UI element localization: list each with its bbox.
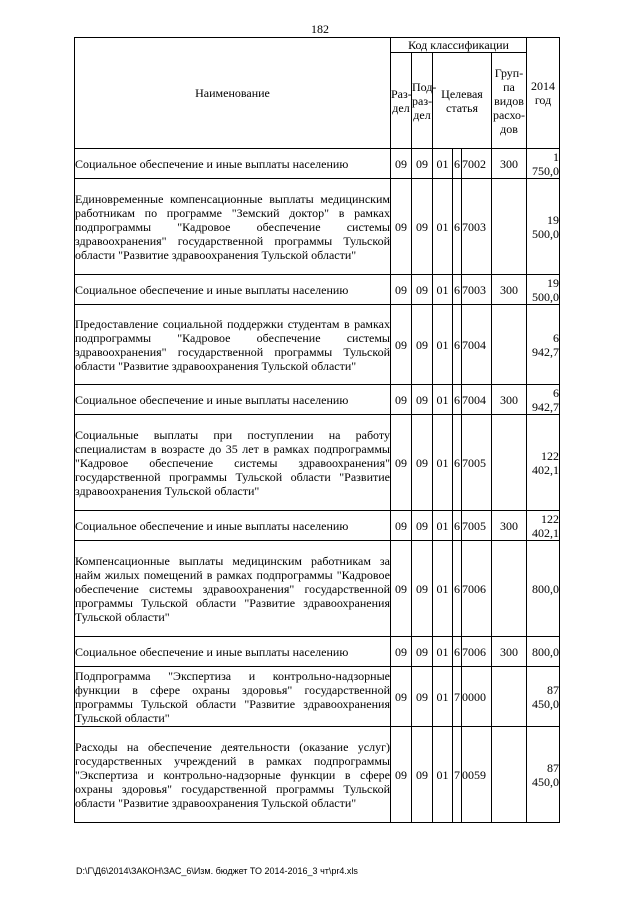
row-target-direction: 7004 <box>462 305 492 385</box>
row-target-program: 01 <box>433 727 453 823</box>
table-row <box>75 637 560 667</box>
row-target-direction: 7003 <box>462 275 492 305</box>
row-target-subprogram: 6 <box>453 385 462 415</box>
row-razdel: 09 <box>391 727 412 823</box>
table-row <box>75 275 560 305</box>
header-celevaya: Целевая статья <box>433 53 492 149</box>
row-razdel: 09 <box>391 305 412 385</box>
footer-file-path: D:\Г\Д6\2014\ЗАКОН\ЗАС_6\Изм. бюджет ТО 2014-2016_3 чт\рr4.xls <box>76 866 358 876</box>
row-razdel: 09 <box>391 149 412 179</box>
row-podrazdel: 09 <box>412 149 433 179</box>
row-target-subprogram: 7 <box>453 667 462 727</box>
row-name: Социальное обеспечение и иные выплаты населению <box>75 511 391 541</box>
page-number: 182 <box>311 22 329 36</box>
row-amount: 87 450,0 <box>527 727 560 823</box>
row-target-direction: 7005 <box>462 415 492 511</box>
row-amount: 19 500,0 <box>527 275 560 305</box>
table-row <box>75 541 560 637</box>
row-razdel: 09 <box>391 179 412 275</box>
row-podrazdel: 09 <box>412 415 433 511</box>
row-podrazdel: 09 <box>412 385 433 415</box>
row-expense-type: 300 <box>492 511 527 541</box>
table-row <box>75 149 560 179</box>
row-podrazdel: 09 <box>412 541 433 637</box>
row-target-subprogram: 7 <box>453 727 462 823</box>
header-podrazdel: Под- раз- дел <box>412 53 433 149</box>
row-razdel: 09 <box>391 511 412 541</box>
table-body <box>75 149 560 823</box>
row-target-subprogram: 6 <box>453 541 462 637</box>
row-target-direction: 7003 <box>462 179 492 275</box>
row-podrazdel: 09 <box>412 667 433 727</box>
budget-table <box>74 37 560 823</box>
row-razdel: 09 <box>391 385 412 415</box>
row-target-program: 01 <box>433 415 453 511</box>
row-expense-type <box>492 727 527 823</box>
row-target-subprogram: 6 <box>453 511 462 541</box>
table-row <box>75 305 560 385</box>
row-target-direction: 7006 <box>462 541 492 637</box>
row-expense-type: 300 <box>492 385 527 415</box>
row-target-program: 01 <box>433 149 453 179</box>
row-expense-type <box>492 305 527 385</box>
row-expense-type <box>492 179 527 275</box>
row-name: Предоставление социальной поддержки студентам в рамках подпрограммы "Кадровое обеспечение системы здравоохранения" государственной программы Тульской области "Развитие здравоохранения Тульской области" <box>75 305 391 385</box>
table-row <box>75 667 560 727</box>
row-target-subprogram: 6 <box>453 637 462 667</box>
row-target-program: 01 <box>433 385 453 415</box>
row-amount: 6 942,7 <box>527 385 560 415</box>
header-gruppa: Груп- па видов расхо- дов <box>492 53 527 149</box>
row-target-program: 01 <box>433 275 453 305</box>
row-target-program: 01 <box>433 179 453 275</box>
row-target-program: 01 <box>433 511 453 541</box>
row-target-direction: 0000 <box>462 667 492 727</box>
row-amount: 800,0 <box>527 541 560 637</box>
row-razdel: 09 <box>391 415 412 511</box>
row-razdel: 09 <box>391 541 412 637</box>
row-target-subprogram: 6 <box>453 305 462 385</box>
row-expense-type <box>492 667 527 727</box>
row-amount: 1 750,0 <box>527 149 560 179</box>
row-amount: 87 450,0 <box>527 667 560 727</box>
row-podrazdel: 09 <box>412 637 433 667</box>
header-name: Наименование <box>75 38 391 149</box>
row-target-subprogram: 6 <box>453 275 462 305</box>
row-target-program: 01 <box>433 637 453 667</box>
row-target-direction: 7005 <box>462 511 492 541</box>
row-target-program: 01 <box>433 541 453 637</box>
row-expense-type <box>492 541 527 637</box>
row-expense-type: 300 <box>492 275 527 305</box>
header-year: 2014 год <box>527 38 560 149</box>
table-row <box>75 415 560 511</box>
row-target-direction: 7004 <box>462 385 492 415</box>
row-target-direction: 7006 <box>462 637 492 667</box>
table-row <box>75 179 560 275</box>
row-target-subprogram: 6 <box>453 179 462 275</box>
row-target-program: 01 <box>433 305 453 385</box>
table-row <box>75 385 560 415</box>
row-amount: 800,0 <box>527 637 560 667</box>
row-podrazdel: 09 <box>412 727 433 823</box>
row-target-direction: 7002 <box>462 149 492 179</box>
row-name: Социальное обеспечение и иные выплаты населению <box>75 637 391 667</box>
row-name: Подпрограмма "Экспертиза и контрольно-надзорные функции в сфере охраны здоровья" государственной программы Тульской области "Развитие здравоохранения Тульской области" <box>75 668 390 725</box>
row-target-program: 01 <box>433 667 453 727</box>
header-classification: Код классификации <box>391 38 527 53</box>
row-amount: 122 402,1 <box>527 415 560 511</box>
row-target-subprogram: 6 <box>453 415 462 511</box>
row-name: Компенсационные выплаты медицинским работникам за найм жилых помещений в рамках подпрограммы "Кадровое обеспечение системы здравоохранения" государственной программы Тульской области "Развитие здравоохранения Тульской области" <box>75 541 391 637</box>
row-amount: 122 402,1 <box>527 511 560 541</box>
row-podrazdel: 09 <box>412 511 433 541</box>
row-expense-type: 300 <box>492 149 527 179</box>
row-razdel: 09 <box>391 275 412 305</box>
row-podrazdel: 09 <box>412 275 433 305</box>
row-target-subprogram: 6 <box>453 149 462 179</box>
row-name: Единовременные компенсационные выплаты медицинским работникам по программе "Земский доктор" в рамках подпрограммы "Кадровое обеспечение системы здравоохранения" государственной программы Тульской области "Развитие здравоохранения Тульской области" <box>75 179 391 275</box>
row-name: Социальное обеспечение и иные выплаты населению <box>75 149 391 179</box>
row-name: Социальное обеспечение и иные выплаты населению <box>75 275 391 305</box>
row-amount: 6 942,7 <box>527 305 560 385</box>
row-razdel: 09 <box>391 667 412 727</box>
table-row <box>75 727 560 823</box>
row-name: Расходы на обеспечение деятельности (оказание услуг) государственных учреждений в рамках подпрограммы "Экспертиза и контрольно-надзорные функции в сфере охраны здоровья" государственной программы Тульской области "Развитие здравоохранения Тульской области" <box>75 727 391 823</box>
row-name: Социальные выплаты при поступлении на работу специалистам в возрасте до 35 лет в рамках подпрограммы "Кадровое обеспечение системы здравоохранения" государственной программы Тульской области "Развитие здравоохранения Тульской области" <box>75 415 391 511</box>
header-razdel: Раз- дел <box>391 53 412 149</box>
row-expense-type <box>492 415 527 511</box>
row-expense-type: 300 <box>492 637 527 667</box>
row-name: Социальное обеспечение и иные выплаты населению <box>75 385 391 415</box>
table-row <box>75 511 560 541</box>
row-razdel: 09 <box>391 637 412 667</box>
row-amount: 19 500,0 <box>527 179 560 275</box>
row-podrazdel: 09 <box>412 179 433 275</box>
row-target-direction: 0059 <box>462 727 492 823</box>
row-podrazdel: 09 <box>412 305 433 385</box>
